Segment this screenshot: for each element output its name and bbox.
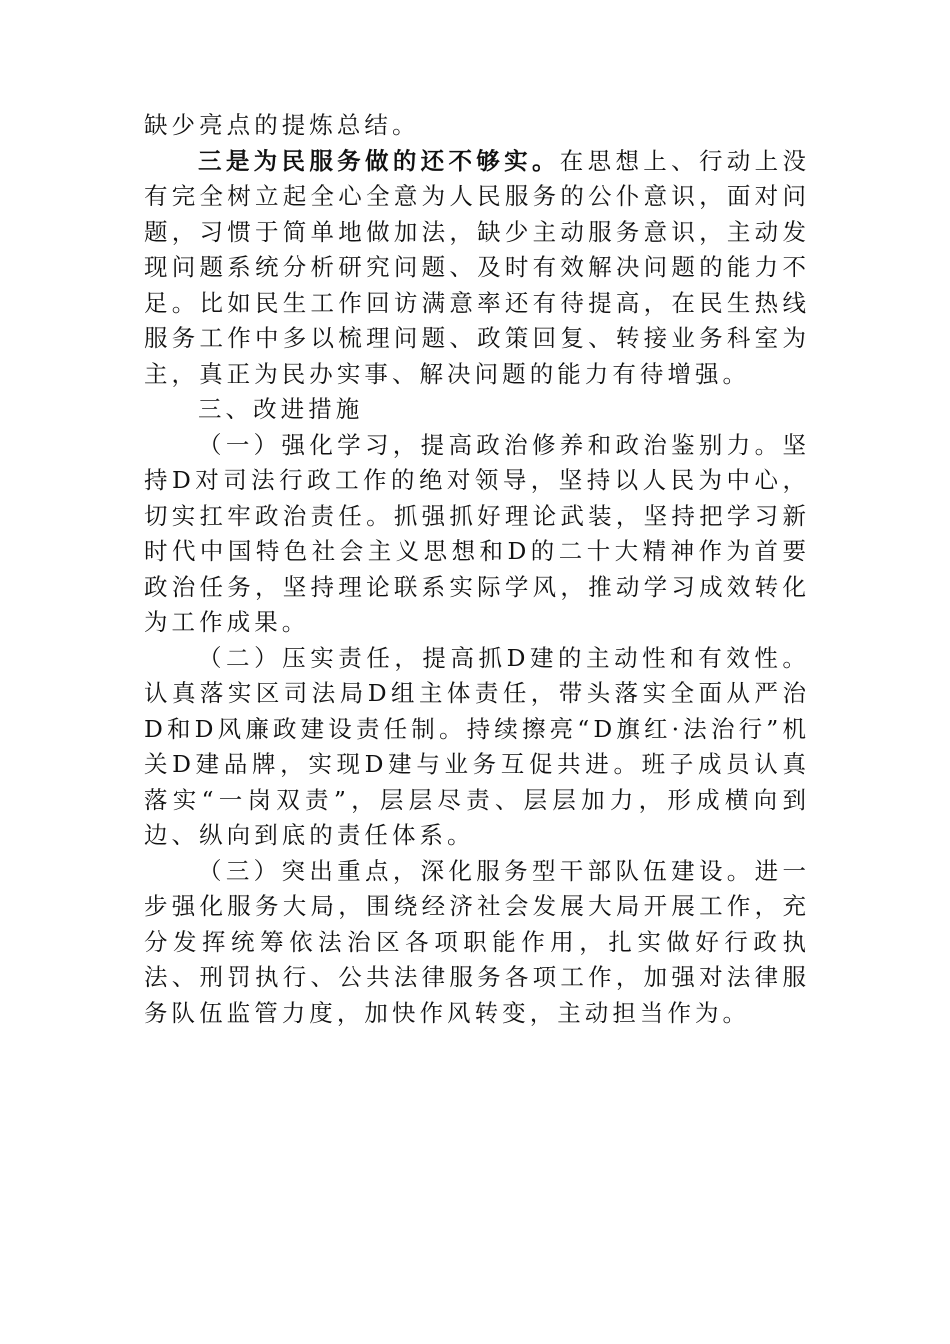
section-heading: 三、改进措施 xyxy=(198,395,364,423)
paragraph-lead: （一）强化学习，提高政治修养和政治鉴别力。 xyxy=(198,430,783,459)
paragraph-text: 进一步强化服务大局，围绕经济社会发展大局开展工作，充分发挥统筹依法治区各项职能作用，扎实做好行政执法、刑罚执行、公共法律服务各项工作，加强对法律服务队伍监管力度，加快作风转变，主动担当作为。 xyxy=(144,856,810,1027)
paragraph-continuation xyxy=(144,108,810,144)
paragraph-text: 缺少亮点的提炼总结。 xyxy=(144,111,420,139)
paragraph-text: 坚持D对司法行政工作的绝对领导，坚持以人民为中心，切实扛牢政治责任。抓强抓好理论武装，坚持把学习新时代中国特色社会主义思想和D的二十大精神作为首要政治任务，坚持理论联系实际学风，推动学习成效转化为工作成果。 xyxy=(144,430,810,636)
paragraph-measure-2 xyxy=(144,641,810,854)
paragraph-lead: （二）压实责任，提高抓D建的主动性和有效性。 xyxy=(198,643,810,672)
paragraph-lead: 三是为民服务做的还不够实。 xyxy=(198,146,560,175)
paragraph-service-issue xyxy=(144,144,810,393)
paragraph-measure-1 xyxy=(144,428,810,641)
paragraph-text: 认真落实区司法局D组主体责任，带头落实全面从严治D和D风廉政建设责任制。持续擦亮“D旗红·法治行”机关D建品牌，实现D建与业务互促共进。班子成员认真落实“一岗双责”，层层尽责、层层加力，形成横向到边、纵向到底的责任体系。 xyxy=(144,679,810,849)
paragraph-measure-3 xyxy=(144,854,810,1032)
paragraph-text: 在思想上、行动上没有完全树立起全心全意为人民服务的公仆意识，面对问题，习惯于简单地做加法，缺少主动服务意识，主动发现问题系统分析研究问题、及时有效解决问题的能力不足。比如民生工作回访满意率还有待提高，在民生热线服务工作中多以梳理问题、政策回复、转接业务科室为主，真正为民办实事、解决问题的能力有待增强。 xyxy=(144,146,810,388)
document-page xyxy=(144,108,810,1031)
paragraph-lead: （三）突出重点，深化服务型干部队伍建设。 xyxy=(198,856,755,885)
